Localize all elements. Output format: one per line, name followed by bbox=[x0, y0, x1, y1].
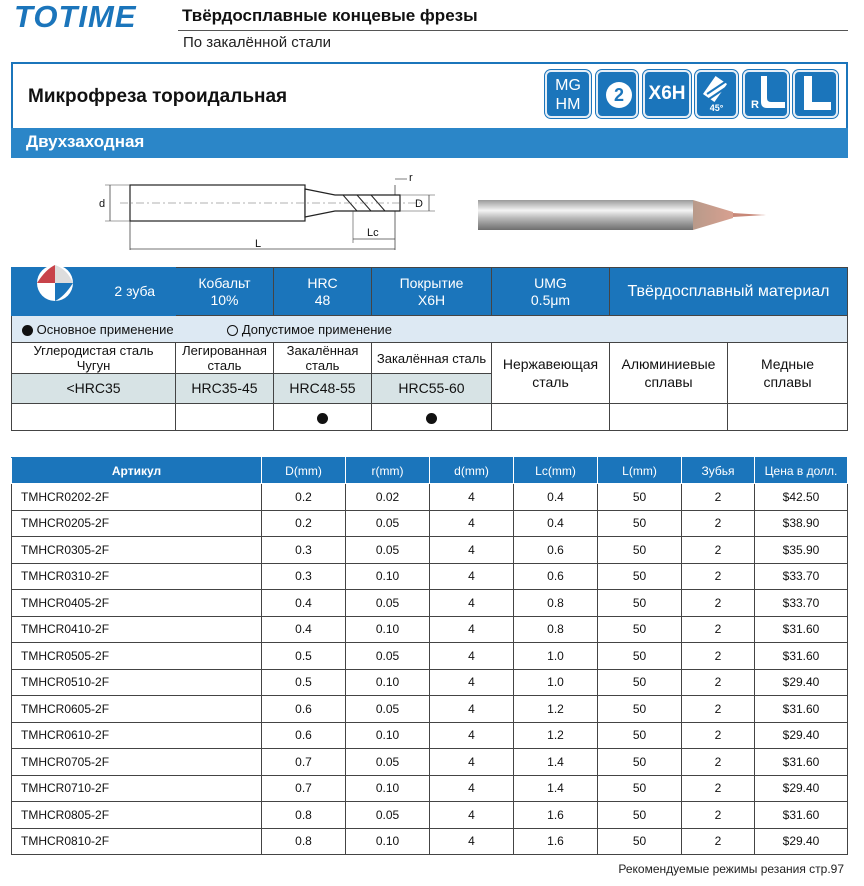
allowed-circle-icon bbox=[227, 325, 238, 336]
flute-profile-icon bbox=[32, 263, 78, 303]
table-cell: 0.8 bbox=[514, 616, 598, 643]
hrc-cell bbox=[274, 268, 372, 316]
coating-value: X6H bbox=[417, 291, 446, 308]
table-cell: TMHCR0605-2F bbox=[12, 696, 262, 723]
table-cell: 4 bbox=[430, 828, 514, 855]
length-type-badge bbox=[793, 70, 838, 118]
table-cell: 2 bbox=[682, 590, 755, 617]
table-cell: TMHCR0410-2F bbox=[12, 616, 262, 643]
coating-cell bbox=[372, 268, 492, 316]
column-header: Lc(mm) bbox=[514, 458, 598, 484]
catalog-title: Твёрдосплавные концевые фрезы bbox=[182, 6, 478, 25]
material-range: <HRC35 bbox=[12, 374, 176, 404]
material-name-line: сплавы bbox=[763, 374, 812, 390]
product-table-body bbox=[12, 484, 848, 855]
table-cell: 1.6 bbox=[514, 802, 598, 829]
table-cell: 0.10 bbox=[346, 722, 430, 749]
table-cell: TMHCR0610-2F bbox=[12, 722, 262, 749]
table-cell: 0.05 bbox=[346, 696, 430, 723]
primary-dot-icon bbox=[22, 325, 33, 336]
table-cell: 0.05 bbox=[346, 802, 430, 829]
application-mark bbox=[728, 404, 848, 431]
table-cell: 2 bbox=[682, 696, 755, 723]
specs-table bbox=[11, 267, 848, 431]
table-cell: 0.4 bbox=[514, 484, 598, 511]
dim-r-label: r bbox=[409, 172, 413, 184]
table-cell: 1.0 bbox=[514, 669, 598, 696]
legend-cell bbox=[12, 316, 848, 343]
table-cell: 4 bbox=[430, 749, 514, 776]
table-row bbox=[12, 510, 848, 537]
table-cell: 0.05 bbox=[346, 537, 430, 564]
table-cell: 1.2 bbox=[514, 722, 598, 749]
table-cell: 0.5 bbox=[262, 669, 346, 696]
table-cell: 50 bbox=[598, 590, 682, 617]
material-name-line: сталь bbox=[207, 358, 242, 373]
table-cell: 4 bbox=[430, 616, 514, 643]
table-cell: 4 bbox=[430, 643, 514, 670]
table-cell: 2 bbox=[682, 537, 755, 564]
material-name bbox=[610, 343, 728, 404]
material-grade-badge bbox=[545, 70, 591, 118]
table-cell: 1.2 bbox=[514, 696, 598, 723]
table-cell: 4 bbox=[430, 775, 514, 802]
column-header: L(mm) bbox=[598, 458, 682, 484]
corner-radius-label: R bbox=[751, 99, 759, 111]
material-name bbox=[492, 343, 610, 404]
table-cell: $31.60 bbox=[755, 802, 848, 829]
material-names-row bbox=[12, 343, 848, 374]
table-cell: 0.5 bbox=[262, 643, 346, 670]
table-cell: 0.8 bbox=[262, 802, 346, 829]
table-cell: 4 bbox=[430, 484, 514, 511]
table-cell: 1.6 bbox=[514, 828, 598, 855]
header-divider bbox=[178, 30, 848, 31]
table-cell: 4 bbox=[430, 537, 514, 564]
table-cell: 0.6 bbox=[262, 722, 346, 749]
table-cell: 0.05 bbox=[346, 590, 430, 617]
column-header: D(mm) bbox=[262, 458, 346, 484]
application-mark bbox=[610, 404, 728, 431]
table-cell: TMHCR0705-2F bbox=[12, 749, 262, 776]
table-cell: 0.05 bbox=[346, 643, 430, 670]
table-cell: TMHCR0505-2F bbox=[12, 643, 262, 670]
table-cell: $29.40 bbox=[755, 722, 848, 749]
table-cell: 2 bbox=[682, 563, 755, 590]
table-cell: 0.6 bbox=[262, 696, 346, 723]
primary-dot-icon bbox=[426, 413, 437, 424]
table-cell: 0.6 bbox=[514, 537, 598, 564]
table-cell: $42.50 bbox=[755, 484, 848, 511]
table-cell: 0.4 bbox=[514, 510, 598, 537]
tool-dimension-drawing bbox=[95, 165, 440, 265]
corner-radius-badge bbox=[743, 70, 789, 118]
table-cell: 0.7 bbox=[262, 749, 346, 776]
application-mark bbox=[12, 404, 176, 431]
table-cell: 0.7 bbox=[262, 775, 346, 802]
table-cell: 0.8 bbox=[514, 590, 598, 617]
material-name-line: Алюминиевые bbox=[621, 356, 716, 372]
section-bar bbox=[11, 128, 848, 158]
dim-d-label: d bbox=[99, 198, 106, 210]
table-cell: TMHCR0405-2F bbox=[12, 590, 262, 617]
material-name bbox=[12, 343, 176, 374]
table-cell: 0.10 bbox=[346, 669, 430, 696]
table-cell: 1.0 bbox=[514, 643, 598, 670]
table-row bbox=[12, 828, 848, 855]
application-mark bbox=[492, 404, 610, 431]
table-cell: $35.90 bbox=[755, 537, 848, 564]
product-table bbox=[11, 457, 848, 855]
table-cell: 0.6 bbox=[514, 563, 598, 590]
table-cell: TMHCR0205-2F bbox=[12, 510, 262, 537]
material-name-line: Углеродистая сталь bbox=[33, 343, 154, 358]
table-cell: 2 bbox=[682, 828, 755, 855]
umg-cell bbox=[492, 268, 610, 316]
table-cell: TMHCR0805-2F bbox=[12, 802, 262, 829]
table-cell: TMHCR0202-2F bbox=[12, 484, 262, 511]
table-cell: 2 bbox=[682, 722, 755, 749]
table-cell: $31.60 bbox=[755, 643, 848, 670]
teeth-cell bbox=[12, 268, 176, 316]
table-cell: 0.4 bbox=[262, 590, 346, 617]
table-cell: 0.10 bbox=[346, 828, 430, 855]
badge-hm-text: HM bbox=[555, 96, 581, 113]
coating-badge: X6H bbox=[643, 70, 691, 118]
application-mark bbox=[274, 404, 372, 431]
material-name bbox=[728, 343, 848, 404]
cobalt-value: 10% bbox=[210, 291, 239, 308]
table-cell: TMHCR0710-2F bbox=[12, 775, 262, 802]
specs-header-row bbox=[12, 268, 848, 316]
footer-note: Рекомендуемые режимы резания стр.97 bbox=[618, 862, 844, 876]
cobalt-label: Кобальт bbox=[198, 274, 251, 291]
material-name-line: Медные bbox=[760, 356, 815, 372]
table-cell: 50 bbox=[598, 775, 682, 802]
coating-label: Покрытие bbox=[399, 274, 464, 291]
cobalt-cell bbox=[176, 268, 274, 316]
table-cell: 50 bbox=[598, 643, 682, 670]
table-row bbox=[12, 775, 848, 802]
table-cell: 0.4 bbox=[262, 616, 346, 643]
legend-allowed: Допустимое применение bbox=[241, 321, 392, 337]
table-cell: 2 bbox=[682, 749, 755, 776]
table-row bbox=[12, 590, 848, 617]
table-cell: 0.02 bbox=[346, 484, 430, 511]
table-row bbox=[12, 616, 848, 643]
table-cell: 4 bbox=[430, 590, 514, 617]
table-cell: 4 bbox=[430, 722, 514, 749]
column-header: d(mm) bbox=[430, 458, 514, 484]
table-cell: 50 bbox=[598, 828, 682, 855]
table-cell: 50 bbox=[598, 510, 682, 537]
table-cell: $31.60 bbox=[755, 616, 848, 643]
tool-photo bbox=[478, 198, 768, 232]
table-row bbox=[12, 722, 848, 749]
table-row bbox=[12, 563, 848, 590]
table-row bbox=[12, 669, 848, 696]
table-cell: 50 bbox=[598, 722, 682, 749]
umg-value: 0.5μm bbox=[530, 291, 571, 308]
table-cell: 0.10 bbox=[346, 775, 430, 802]
table-cell: 1.4 bbox=[514, 749, 598, 776]
catalog-subtitle: По закалённой стали bbox=[183, 34, 331, 51]
table-cell: 50 bbox=[598, 484, 682, 511]
table-row bbox=[12, 696, 848, 723]
table-cell: 2 bbox=[682, 510, 755, 537]
table-cell: $33.70 bbox=[755, 563, 848, 590]
table-cell: 0.8 bbox=[262, 828, 346, 855]
table-cell: TMHCR0510-2F bbox=[12, 669, 262, 696]
table-cell: 50 bbox=[598, 669, 682, 696]
material-name: Закалённая сталь bbox=[274, 343, 372, 374]
column-header: Зубья bbox=[682, 458, 755, 484]
primary-dot-icon bbox=[317, 413, 328, 424]
hrc-value: 48 bbox=[314, 291, 331, 308]
column-header: r(mm) bbox=[346, 458, 430, 484]
material-name-line: сталь bbox=[532, 374, 569, 390]
material-name-line: Нержавеющая bbox=[502, 356, 599, 372]
table-cell: 4 bbox=[430, 510, 514, 537]
table-cell: TMHCR0810-2F bbox=[12, 828, 262, 855]
table-cell: 0.05 bbox=[346, 510, 430, 537]
table-cell: $31.60 bbox=[755, 749, 848, 776]
flute-count-icon: 2 bbox=[606, 82, 632, 108]
badge-mg-text: MG bbox=[555, 77, 581, 94]
table-cell: 2 bbox=[682, 616, 755, 643]
table-cell: 2 bbox=[682, 802, 755, 829]
table-cell: 50 bbox=[598, 616, 682, 643]
legend-row bbox=[12, 316, 848, 343]
material-name-line: сплавы bbox=[644, 374, 693, 390]
table-cell: 50 bbox=[598, 537, 682, 564]
table-cell: $31.60 bbox=[755, 696, 848, 723]
dim-D-label: D bbox=[415, 198, 423, 210]
product-table-header bbox=[12, 458, 848, 484]
brand-logo: TOTIME bbox=[14, 0, 137, 34]
material-name-line: Чугун bbox=[76, 358, 111, 373]
helix-angle-label: 45° bbox=[709, 103, 724, 113]
table-cell: 0.05 bbox=[346, 749, 430, 776]
application-marks-row bbox=[12, 404, 848, 431]
table-cell: 0.2 bbox=[262, 484, 346, 511]
table-cell: 4 bbox=[430, 669, 514, 696]
table-cell: 4 bbox=[430, 696, 514, 723]
application-mark bbox=[372, 404, 492, 431]
material-name-line: Легированная bbox=[182, 343, 267, 358]
product-title: Микрофреза тороидальная bbox=[28, 86, 288, 107]
table-cell: 2 bbox=[682, 775, 755, 802]
table-cell: 0.10 bbox=[346, 616, 430, 643]
table-row bbox=[12, 802, 848, 829]
material-range: HRC35-45 bbox=[176, 374, 274, 404]
table-cell: 0.2 bbox=[262, 510, 346, 537]
table-cell: $29.40 bbox=[755, 775, 848, 802]
table-cell: TMHCR0310-2F bbox=[12, 563, 262, 590]
teeth-label: 2 зуба bbox=[114, 283, 155, 299]
table-cell: 50 bbox=[598, 696, 682, 723]
dim-L-label: L bbox=[255, 238, 262, 250]
table-row bbox=[12, 537, 848, 564]
legend-primary: Основное применение bbox=[36, 321, 174, 337]
long-shank-icon bbox=[795, 72, 836, 116]
table-cell: 50 bbox=[598, 749, 682, 776]
table-cell: $33.70 bbox=[755, 590, 848, 617]
hrc-label: HRC bbox=[307, 274, 338, 291]
column-header: Артикул bbox=[12, 458, 262, 484]
material-name bbox=[176, 343, 274, 374]
table-cell: 2 bbox=[682, 484, 755, 511]
material-cell: Твёрдосплавный материал bbox=[610, 268, 848, 316]
table-cell: TMHCR0305-2F bbox=[12, 537, 262, 564]
table-cell: 50 bbox=[598, 563, 682, 590]
flute-count-badge bbox=[596, 70, 638, 118]
dim-Lc-label: Lc bbox=[367, 227, 379, 239]
material-name: Закалённая сталь bbox=[372, 343, 492, 374]
column-header: Цена в долл. bbox=[755, 458, 848, 484]
table-cell: $38.90 bbox=[755, 510, 848, 537]
table-cell: $29.40 bbox=[755, 828, 848, 855]
table-cell: 50 bbox=[598, 802, 682, 829]
table-cell: 0.10 bbox=[346, 563, 430, 590]
table-cell: 2 bbox=[682, 643, 755, 670]
table-cell: 0.3 bbox=[262, 563, 346, 590]
table-cell: 4 bbox=[430, 802, 514, 829]
table-cell: $29.40 bbox=[755, 669, 848, 696]
table-cell: 2 bbox=[682, 669, 755, 696]
table-row bbox=[12, 484, 848, 511]
table-cell: 1.4 bbox=[514, 775, 598, 802]
table-row bbox=[12, 643, 848, 670]
table-cell: 0.3 bbox=[262, 537, 346, 564]
section-bar-label: Двухзаходная bbox=[26, 132, 145, 151]
application-mark bbox=[176, 404, 274, 431]
umg-label: UMG bbox=[534, 274, 567, 291]
helix-angle-badge bbox=[695, 70, 738, 118]
material-range: HRC48-55 bbox=[274, 374, 372, 404]
table-row bbox=[12, 749, 848, 776]
table-cell: 4 bbox=[430, 563, 514, 590]
material-range: HRC55-60 bbox=[372, 374, 492, 404]
